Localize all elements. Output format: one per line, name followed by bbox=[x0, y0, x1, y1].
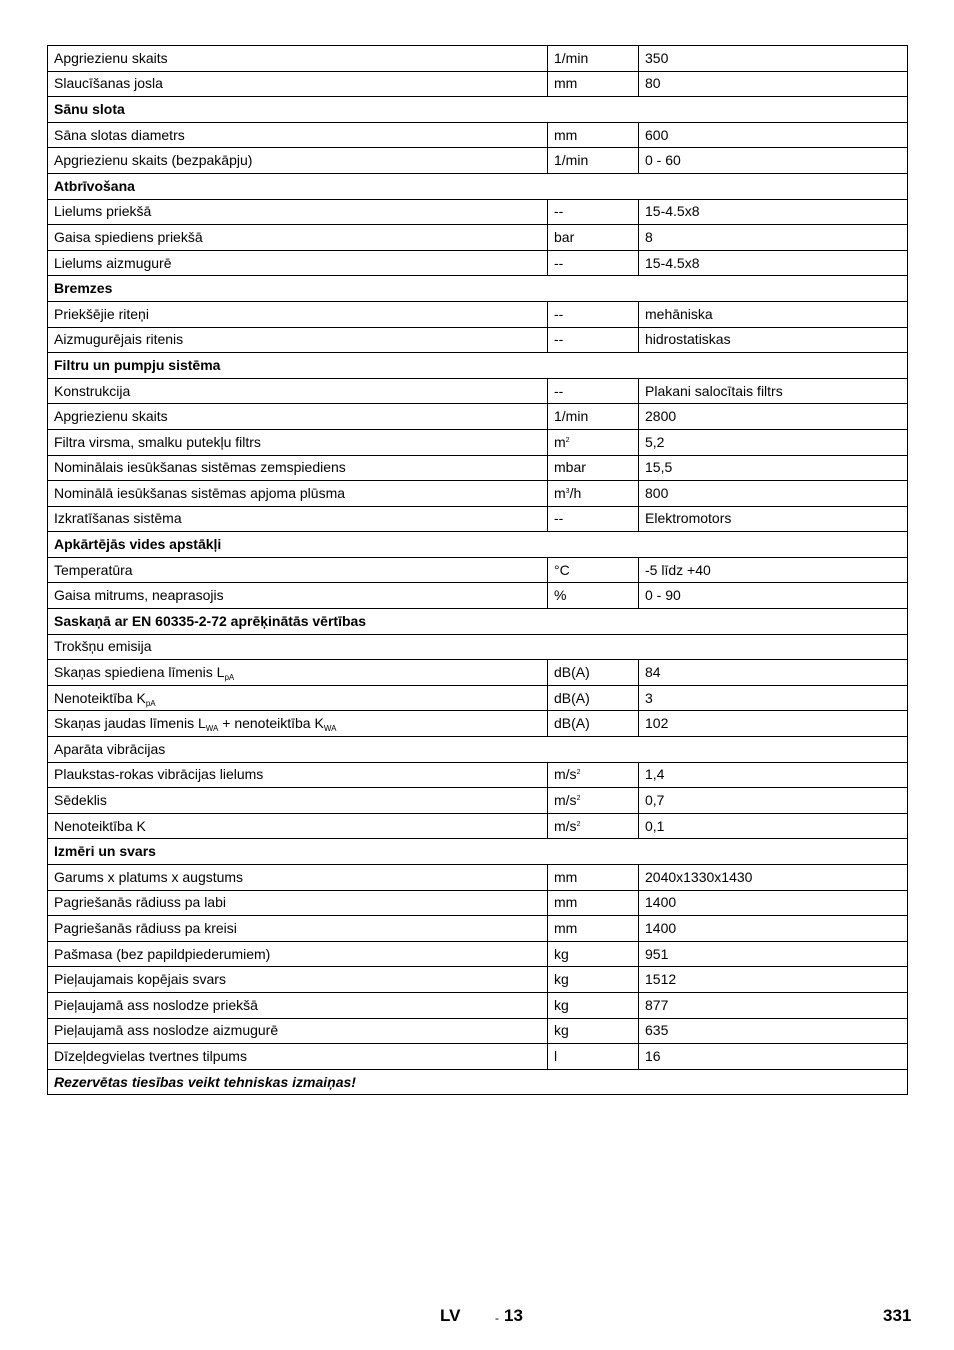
parameter-cell bbox=[48, 327, 548, 353]
value-text: mehāniska bbox=[645, 305, 713, 322]
section-row bbox=[48, 173, 908, 199]
value-text: 16 bbox=[645, 1047, 661, 1064]
value-cell bbox=[639, 583, 908, 609]
value-text: 951 bbox=[645, 945, 669, 962]
unit-label: m bbox=[554, 484, 566, 501]
unit-label: °C bbox=[554, 561, 570, 578]
unit-cell bbox=[548, 788, 639, 814]
parameter-cell bbox=[48, 967, 548, 993]
table-row bbox=[48, 711, 908, 737]
value-cell bbox=[639, 813, 908, 839]
value-cell bbox=[639, 327, 908, 353]
unit-label: m/s bbox=[554, 792, 577, 809]
parameter-cell bbox=[48, 762, 548, 788]
unit-cell bbox=[548, 378, 639, 404]
value-cell bbox=[639, 890, 908, 916]
value-text: 15-4.5x8 bbox=[645, 203, 700, 220]
unit-cell bbox=[548, 250, 639, 276]
value-text: 1,4 bbox=[645, 766, 665, 783]
table-row bbox=[48, 685, 908, 711]
unit-cell bbox=[548, 46, 639, 72]
value-text: 0,7 bbox=[645, 792, 665, 809]
value-cell bbox=[639, 378, 908, 404]
unit-cell bbox=[548, 916, 639, 942]
unit-cell bbox=[548, 148, 639, 174]
unit-cell bbox=[548, 557, 639, 583]
parameter-label: Priekšējie riteņi bbox=[54, 305, 149, 322]
table-row bbox=[48, 788, 908, 814]
unit-label: mm bbox=[554, 919, 578, 936]
unit-label: kg bbox=[554, 996, 569, 1013]
value-cell bbox=[639, 199, 908, 225]
parameter-label: Skaņas spiediena līmenis L bbox=[54, 664, 225, 681]
value-cell bbox=[639, 1044, 908, 1070]
parameter-label: Sāna slotas diametrs bbox=[54, 126, 185, 143]
section-heading bbox=[48, 353, 908, 379]
value-cell bbox=[639, 711, 908, 737]
unit-label: mbar bbox=[554, 459, 586, 476]
unit-cell bbox=[548, 941, 639, 967]
unit-label: % bbox=[554, 587, 567, 604]
unit-cell bbox=[548, 813, 639, 839]
table-row bbox=[48, 583, 908, 609]
value-cell bbox=[639, 941, 908, 967]
row-label: Saskaņā ar EN 60335-2-72 aprēķinātās vērtības bbox=[54, 612, 367, 629]
unit-label: kg bbox=[554, 1022, 569, 1039]
section-heading bbox=[48, 839, 908, 865]
value-cell bbox=[639, 455, 908, 481]
parameter-label: Pieļaujamā ass noslodze priekšā bbox=[54, 996, 258, 1013]
unit-label: -- bbox=[554, 254, 564, 271]
parameter-cell bbox=[48, 1044, 548, 1070]
parameter-label: Pagriešanās rādiuss pa labi bbox=[54, 894, 226, 911]
value-cell bbox=[639, 404, 908, 430]
unit-cell bbox=[548, 455, 639, 481]
row-label: Filtru un pumpju sistēma bbox=[54, 356, 221, 373]
table-row bbox=[48, 762, 908, 788]
value-text: 600 bbox=[645, 126, 669, 143]
value-text: hidrostatiskas bbox=[645, 331, 731, 348]
unit-cell bbox=[548, 1044, 639, 1070]
unit-label: mm bbox=[554, 868, 578, 885]
parameter-cell bbox=[48, 865, 548, 891]
value-text: 0 - 90 bbox=[645, 587, 681, 604]
unit-cell bbox=[548, 992, 639, 1018]
section-heading bbox=[48, 737, 908, 763]
value-cell bbox=[639, 481, 908, 507]
row-label: Sānu slota bbox=[54, 100, 125, 117]
value-text: 15-4.5x8 bbox=[645, 254, 700, 271]
parameter-label: Lielums aizmugurē bbox=[54, 254, 172, 271]
table-row bbox=[48, 378, 908, 404]
unit-label: kg bbox=[554, 971, 569, 988]
unit-label: -- bbox=[554, 305, 564, 322]
value-text: 0 - 60 bbox=[645, 152, 681, 169]
table-row bbox=[48, 455, 908, 481]
parameter-label: Nenoteiktība K bbox=[54, 817, 146, 834]
table-row bbox=[48, 71, 908, 97]
value-text: 102 bbox=[645, 715, 669, 732]
parameter-label: Nominālā iesūkšanas sistēmas apjoma plūsma bbox=[54, 484, 346, 501]
parameter-label: Pieļaujamais kopējais svars bbox=[54, 971, 226, 988]
value-cell bbox=[639, 429, 908, 455]
unit-label: -- bbox=[554, 331, 564, 348]
parameter-label: Gaisa spiediens priekšā bbox=[54, 228, 203, 245]
parameter-label: Aizmugurējais ritenis bbox=[54, 331, 184, 348]
unit-label: 1/min bbox=[554, 152, 589, 169]
table-row bbox=[48, 225, 908, 251]
unit-label: m bbox=[554, 433, 566, 450]
parameter-label: Pašmasa (bez papildpiederumiem) bbox=[54, 945, 271, 962]
parameter-label: Lielums priekšā bbox=[54, 203, 152, 220]
section-row bbox=[48, 609, 908, 635]
parameter-cell bbox=[48, 199, 548, 225]
parameter-cell bbox=[48, 404, 548, 430]
value-text: 3 bbox=[645, 689, 653, 706]
value-text: 877 bbox=[645, 996, 669, 1013]
unit-superscript: 2 bbox=[576, 820, 581, 828]
unit-cell bbox=[548, 506, 639, 532]
section-row bbox=[48, 839, 908, 865]
parameter-cell bbox=[48, 583, 548, 609]
table-row bbox=[48, 1018, 908, 1044]
parameter-cell bbox=[48, 46, 548, 72]
value-cell bbox=[639, 250, 908, 276]
parameter-cell bbox=[48, 148, 548, 174]
table-row bbox=[48, 122, 908, 148]
section-row bbox=[48, 634, 908, 660]
section-row bbox=[48, 97, 908, 123]
parameter-label: Temperatūra bbox=[54, 561, 133, 578]
value-cell bbox=[639, 865, 908, 891]
value-text: 1512 bbox=[645, 971, 677, 988]
unit-cell bbox=[548, 122, 639, 148]
table-row bbox=[48, 890, 908, 916]
value-cell bbox=[639, 992, 908, 1018]
value-text: 350 bbox=[645, 49, 669, 66]
parameter-cell bbox=[48, 225, 548, 251]
parameter-label: Apgriezienu skaits bbox=[54, 408, 168, 425]
unit-label: -- bbox=[554, 382, 564, 399]
unit-cell bbox=[548, 762, 639, 788]
parameter-cell bbox=[48, 660, 548, 686]
unit-cell bbox=[548, 865, 639, 891]
table-row bbox=[48, 916, 908, 942]
parameter-cell bbox=[48, 992, 548, 1018]
table-row bbox=[48, 660, 908, 686]
row-label: Rezervētas tiesības veikt tehniskas izmaiņas! bbox=[54, 1073, 356, 1090]
value-text: 8 bbox=[645, 228, 653, 245]
table-row bbox=[48, 429, 908, 455]
parameter-label: Garums x platums x augstums bbox=[54, 868, 244, 885]
unit-label: kg bbox=[554, 945, 569, 962]
unit-cell bbox=[548, 583, 639, 609]
label-subscript: pA bbox=[224, 673, 235, 683]
parameter-cell bbox=[48, 941, 548, 967]
row-label: Izmēri un svars bbox=[54, 843, 156, 860]
parameter-label: Plaukstas-rokas vibrācijas lielums bbox=[54, 766, 264, 783]
value-cell bbox=[639, 660, 908, 686]
unit-label: mm bbox=[554, 894, 578, 911]
parameter-label: Konstrukcija bbox=[54, 382, 131, 399]
value-text: 5,2 bbox=[645, 433, 665, 450]
parameter-cell bbox=[48, 890, 548, 916]
parameter-cell bbox=[48, 429, 548, 455]
footnote-text bbox=[48, 1069, 908, 1095]
parameter-cell bbox=[48, 506, 548, 532]
parameter-cell bbox=[48, 250, 548, 276]
section-heading bbox=[48, 276, 908, 302]
parameter-cell bbox=[48, 378, 548, 404]
unit-label: dB(A) bbox=[554, 664, 590, 681]
value-cell bbox=[639, 967, 908, 993]
value-text: 1400 bbox=[645, 894, 677, 911]
value-cell bbox=[639, 46, 908, 72]
section-row bbox=[48, 353, 908, 379]
section-row bbox=[48, 532, 908, 558]
parameter-cell bbox=[48, 71, 548, 97]
parameter-cell bbox=[48, 788, 548, 814]
unit-cell bbox=[548, 199, 639, 225]
section-row bbox=[48, 737, 908, 763]
unit-cell bbox=[548, 327, 639, 353]
value-text: 0,1 bbox=[645, 817, 665, 834]
parameter-cell bbox=[48, 122, 548, 148]
parameter-label: Pieļaujamā ass noslodze aizmugurē bbox=[54, 1022, 279, 1039]
table-row bbox=[48, 865, 908, 891]
unit-label: -- bbox=[554, 203, 564, 220]
unit-superscript: 2 bbox=[565, 436, 570, 444]
row-label: Apkārtējās vides apstākļi bbox=[54, 536, 222, 553]
table-row bbox=[48, 148, 908, 174]
unit-cell bbox=[548, 1018, 639, 1044]
value-text: 2800 bbox=[645, 408, 677, 425]
table-row bbox=[48, 967, 908, 993]
row-label: Aparāta vibrācijas bbox=[54, 740, 166, 757]
section-heading bbox=[48, 173, 908, 199]
table-row bbox=[48, 250, 908, 276]
value-cell bbox=[639, 301, 908, 327]
unit-label: 1/min bbox=[554, 408, 589, 425]
footer-language: LV bbox=[440, 1306, 461, 1325]
parameter-label: Sēdeklis bbox=[54, 792, 107, 809]
parameter-cell bbox=[48, 813, 548, 839]
section-heading bbox=[48, 532, 908, 558]
footer-dash: - bbox=[495, 1311, 499, 1325]
value-cell bbox=[639, 148, 908, 174]
value-cell bbox=[639, 1018, 908, 1044]
table-row bbox=[48, 813, 908, 839]
unit-superscript: 3 bbox=[565, 487, 570, 495]
table-row bbox=[48, 301, 908, 327]
technical-data-body bbox=[48, 46, 908, 1095]
value-text: -5 līdz +40 bbox=[645, 561, 711, 578]
value-text: 2040x1330x1430 bbox=[645, 868, 753, 885]
value-text: 1400 bbox=[645, 919, 677, 936]
section-heading bbox=[48, 97, 908, 123]
label-subscript: pA bbox=[145, 698, 156, 708]
table-row bbox=[48, 327, 908, 353]
value-cell bbox=[639, 788, 908, 814]
technical-data-table bbox=[47, 45, 908, 1095]
footer-section-page: 13 bbox=[504, 1306, 523, 1325]
unit-tail: /h bbox=[569, 484, 582, 501]
parameter-label: Gaisa mitrums, neaprasojis bbox=[54, 587, 224, 604]
unit-label: mm bbox=[554, 75, 578, 92]
unit-cell bbox=[548, 711, 639, 737]
table-row bbox=[48, 941, 908, 967]
parameter-cell bbox=[48, 685, 548, 711]
parameter-cell bbox=[48, 1018, 548, 1044]
parameter-label: Apgriezienu skaits (bezpakāpju) bbox=[54, 152, 253, 169]
table-row bbox=[48, 992, 908, 1018]
parameter-label: Nominālais iesūkšanas sistēmas zemspiediens bbox=[54, 459, 346, 476]
value-cell bbox=[639, 122, 908, 148]
unit-cell bbox=[548, 685, 639, 711]
table-row bbox=[48, 481, 908, 507]
value-cell bbox=[639, 762, 908, 788]
unit-label: l bbox=[554, 1047, 558, 1064]
unit-cell bbox=[548, 660, 639, 686]
unit-superscript: 2 bbox=[576, 769, 581, 777]
table-row bbox=[48, 199, 908, 225]
parameter-label: Skaņas jaudas līmenis L bbox=[54, 715, 206, 732]
value-cell bbox=[639, 557, 908, 583]
table-row bbox=[48, 557, 908, 583]
parameter-label: Filtra virsma, smalku putekļu filtrs bbox=[54, 433, 261, 450]
section-row bbox=[48, 276, 908, 302]
value-text: 80 bbox=[645, 75, 661, 92]
value-cell bbox=[639, 225, 908, 251]
parameter-label: Nenoteiktība K bbox=[54, 689, 146, 706]
unit-label: mm bbox=[554, 126, 578, 143]
footnote-row bbox=[48, 1069, 908, 1095]
footer-page-number: 331 bbox=[883, 1306, 912, 1325]
unit-label: m/s bbox=[554, 817, 577, 834]
unit-cell bbox=[548, 429, 639, 455]
value-text: Elektromotors bbox=[645, 510, 732, 527]
unit-label: bar bbox=[554, 228, 575, 245]
value-text: 15,5 bbox=[645, 459, 673, 476]
parameter-cell bbox=[48, 557, 548, 583]
value-cell bbox=[639, 685, 908, 711]
section-heading bbox=[48, 634, 908, 660]
value-text: 84 bbox=[645, 664, 661, 681]
unit-cell bbox=[548, 481, 639, 507]
unit-cell bbox=[548, 404, 639, 430]
section-heading bbox=[48, 609, 908, 635]
table-row bbox=[48, 404, 908, 430]
row-label: Atbrīvošana bbox=[54, 177, 135, 194]
label-subscript: WA bbox=[323, 724, 337, 734]
unit-superscript: 2 bbox=[576, 795, 581, 803]
parameter-label: Slaucīšanas josla bbox=[54, 75, 163, 92]
unit-cell bbox=[548, 225, 639, 251]
parameter-label: Pagriešanās rādiuss pa kreisi bbox=[54, 919, 237, 936]
unit-label: dB(A) bbox=[554, 715, 590, 732]
unit-cell bbox=[548, 890, 639, 916]
parameter-cell bbox=[48, 481, 548, 507]
unit-label: m/s bbox=[554, 766, 577, 783]
parameter-label: Apgriezienu skaits bbox=[54, 49, 168, 66]
table-row bbox=[48, 46, 908, 72]
value-cell bbox=[639, 71, 908, 97]
unit-label: -- bbox=[554, 510, 564, 527]
label-continuation: + nenoteiktība K bbox=[218, 715, 324, 732]
table-row bbox=[48, 1044, 908, 1070]
parameter-cell bbox=[48, 301, 548, 327]
value-text: Plakani salocītais filtrs bbox=[645, 382, 783, 399]
value-text: 635 bbox=[645, 1022, 669, 1039]
unit-cell bbox=[548, 71, 639, 97]
parameter-label: Izkratīšanas sistēma bbox=[54, 510, 182, 527]
value-cell bbox=[639, 506, 908, 532]
unit-cell bbox=[548, 301, 639, 327]
table-row bbox=[48, 506, 908, 532]
row-label: Bremzes bbox=[54, 280, 113, 297]
unit-cell bbox=[548, 967, 639, 993]
parameter-cell bbox=[48, 455, 548, 481]
unit-label: 1/min bbox=[554, 49, 589, 66]
label-subscript: WA bbox=[205, 724, 219, 734]
parameter-cell bbox=[48, 711, 548, 737]
parameter-cell bbox=[48, 916, 548, 942]
parameter-label: Dīzeļdegvielas tvertnes tilpums bbox=[54, 1047, 247, 1064]
value-text: 800 bbox=[645, 484, 669, 501]
value-cell bbox=[639, 916, 908, 942]
unit-label: dB(A) bbox=[554, 689, 590, 706]
row-label: Trokšņu emisija bbox=[54, 638, 152, 655]
